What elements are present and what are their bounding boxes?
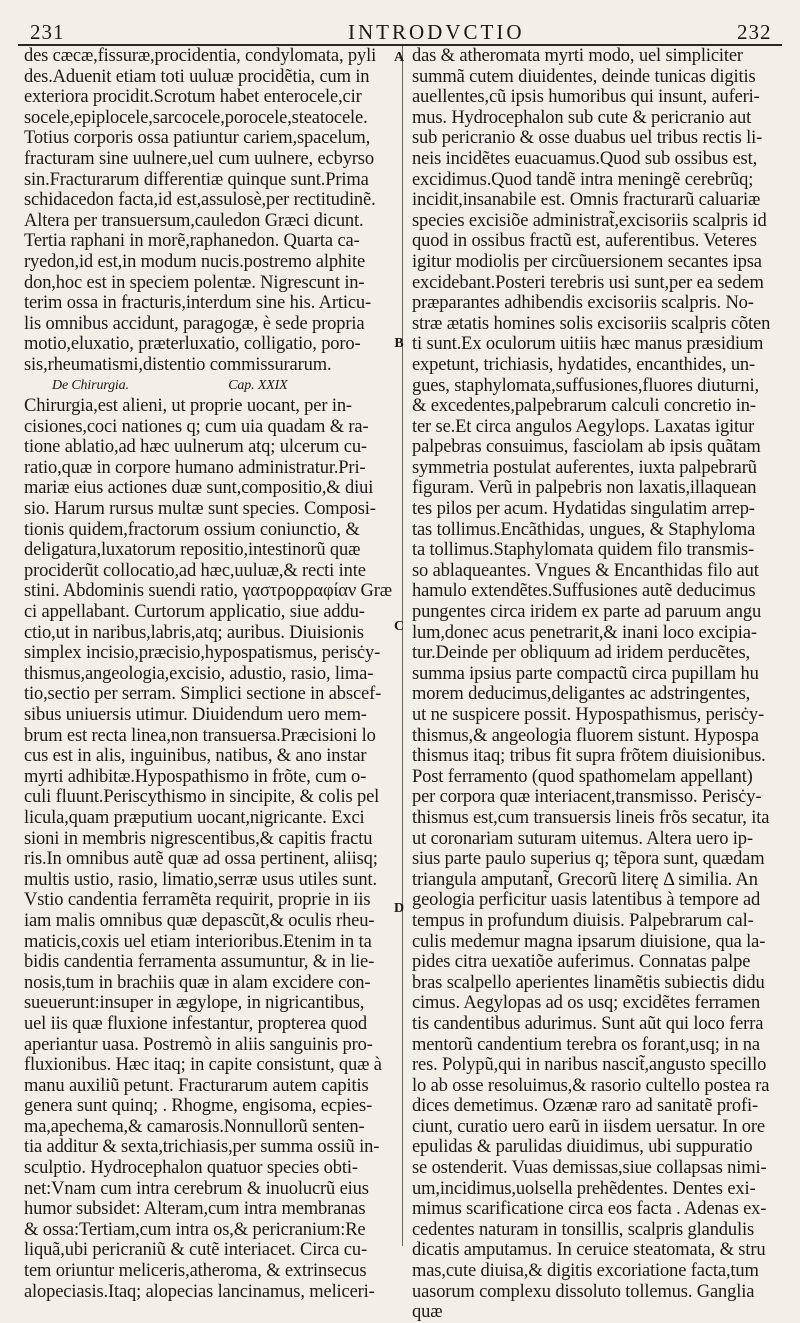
text-line: Chirurgia,est alieni, ut proprie uocant, per in- bbox=[24, 396, 352, 417]
text-line: res. Polypũ,qui in naribus nascit̃,angusto specillo bbox=[412, 1055, 767, 1076]
text-line: terim ossa in fracturis,interdum sine his. Articu- bbox=[24, 293, 372, 314]
text-line: thismus,& angeologia fluorem sistunt. Hypospa bbox=[412, 725, 759, 746]
text-line: des.Aduenit etiam toti uuluæ procidẽtia, cum in bbox=[24, 66, 370, 87]
text-line: mas,cute diuisa,& digitis excoriatione facta,tum bbox=[412, 1261, 759, 1282]
right-text-column bbox=[412, 46, 784, 1323]
text-line: Altera per transuersum,cauledon Græci dicunt. bbox=[24, 210, 364, 231]
text-line: sin.Fracturarum differentiæ quinque sunt.Prima bbox=[24, 169, 369, 190]
text-line: pungentes circa iridem ex parte ad paruum angu bbox=[412, 602, 762, 623]
text-line: tio,sectio per serram. Simplici sectione in abscef- bbox=[24, 684, 382, 705]
text-line: simplex incisio,præcisio,hypospatismus, perisċy- bbox=[24, 643, 381, 664]
text-line: Totius corporis ossa patiuntur cariem,spacelum, bbox=[24, 128, 371, 149]
text-line: symmetria postulat auferentes, iuxta palpebrarũ bbox=[412, 457, 757, 478]
margin-marker-c: C bbox=[393, 619, 405, 634]
text-line: schidacedon facta,id est,assulosè,per rectitudinẽ. bbox=[24, 190, 376, 211]
text-line: se ostenderit. Vuas demissas,siue collapsas nimi- bbox=[412, 1158, 767, 1179]
chapter-caption-number: Cap. XXIX bbox=[228, 377, 288, 393]
text-line: multis ustio, rasio, limatio,serræ usus utiles sunt. bbox=[24, 869, 377, 890]
page-number-right: 232 bbox=[737, 20, 772, 44]
running-title: INTRODVCTIO bbox=[348, 20, 525, 44]
text-line: sculptio. Hydrocephalon quatuor species obti- bbox=[24, 1158, 358, 1179]
text-line: expetunt, trichiasis, hydatides, encanthides, un- bbox=[412, 354, 756, 375]
text-line: excidimus.Quod tandẽ intra meningẽ cerebrũq; bbox=[412, 169, 754, 190]
text-line: neis incidẽtes euacuamus.Quod sub ossibus est, bbox=[412, 148, 758, 169]
text-line: mus. Hydrocephalon sub cute & pericranio aut bbox=[412, 107, 752, 128]
text-line: excidebant.Posteri terebris usi sunt,per ea sedem bbox=[412, 272, 764, 293]
text-line: mimus scarificatione circa eos facta . Adenas ex- bbox=[412, 1199, 767, 1220]
page-header bbox=[0, 0, 800, 46]
text-line: & excedentes,palpebrarum calculi concretio in- bbox=[412, 396, 756, 417]
text-line: thismus est,cum transuersis lineis frõs secatur, ita bbox=[412, 807, 770, 828]
text-line: species excisiõe administrat̃,excisoriis scalpris id bbox=[412, 210, 767, 231]
text-line: tempus in profundum diuisis. Palpebrarum cal- bbox=[412, 910, 754, 931]
text-line: ta tollimus.Staphylomata quidem filo transmis- bbox=[412, 540, 754, 561]
text-line: socele,epiplocele,sarcocele,porocele,steatocele. bbox=[24, 107, 368, 128]
text-line: fracturam sine uulnere,uel cum uulnere, ecbyrso bbox=[24, 148, 374, 169]
text-line: fluxionibus. Hæc itaq; in capite consistunt, quæ à bbox=[24, 1055, 382, 1076]
text-line: humor subsidet: Alteram,cum intra membranas bbox=[24, 1199, 366, 1220]
text-line: des cæcæ,fissuræ,procidentia, condylomata, pyli bbox=[24, 46, 377, 66]
text-line: iam malis omnibus quæ depascũt,& oculis rheu- bbox=[24, 910, 375, 931]
text-line: figuram. Verũ in palpebris non laxatis,illaquean bbox=[412, 478, 757, 499]
text-line: mariæ eius actiones duæ sunt,compositio,& diui bbox=[24, 478, 374, 499]
text-line: cedentes naturam in tonsillis, scalpris glandulis bbox=[412, 1219, 755, 1240]
text-line: cus est in alis, inguinibus, natibus, & ano instar bbox=[24, 746, 367, 767]
text-line: dices demetimus. Ozænæ raro ad sanitatẽ profi- bbox=[412, 1096, 759, 1117]
text-line: tione ablatio,ad hæc uulnerum atq; ulcerum cu- bbox=[24, 437, 367, 458]
margin-marker-b: B bbox=[394, 336, 404, 351]
text-line: lo ab osse resoluimus,& rasorio cultello postea ra bbox=[412, 1075, 770, 1096]
text-line: sub pericranio & osse duabus uel tribus rectis li- bbox=[412, 128, 763, 149]
text-line: igitur modiolis per circũuersionem secantes ipsa bbox=[412, 251, 762, 272]
text-line: tur.Deinde per obliquum ad iridem perducẽtes, bbox=[412, 643, 750, 664]
text-line: triangula amputant̃, Grecorũ literę Δ similia. An bbox=[412, 869, 758, 890]
text-line: ciunt, curatio uero earũ in iisdem uersatur. In ore bbox=[412, 1116, 765, 1137]
text-line: motio,eluxatio, præterluxatio, colligatio, poro- bbox=[24, 334, 361, 355]
text-line: tem oriuntur meliceris,atheroma, & extrinsecus bbox=[24, 1261, 367, 1282]
text-line: thismus itaq; tribus fit supra frõtem diuisionibus. bbox=[412, 746, 766, 767]
text-line: lis omnibus accidunt, paragogæ, è sede propria bbox=[24, 313, 365, 334]
text-line: don,hoc est in speciem polentæ. Nigrescunt in- bbox=[24, 272, 365, 293]
text-line: ci appellabant. Curtorum applicatio, siue addu- bbox=[24, 602, 365, 623]
text-line: brum est recta linea,non transuersa.Præcisioni lo bbox=[24, 725, 376, 746]
margin-marker-d: D bbox=[393, 901, 405, 916]
text-line: mentorũ candentium terebra os forant,usq; in na bbox=[412, 1034, 760, 1055]
text-line: per corpora quæ interiacent,transmisso. Perisċy- bbox=[412, 787, 762, 808]
text-line: exteriora procidit.Scrotum habet enterocele,cir bbox=[24, 87, 362, 108]
text-line: sio. Harum rursus multæ sunt species. Composi- bbox=[24, 499, 376, 520]
text-line: auellentes,cũ ipsis humoribus qui insunt, auferi- bbox=[412, 87, 760, 108]
text-line: sis,rheumatismi,distentio commissurarum. bbox=[24, 354, 332, 375]
margin-marker-a: A bbox=[393, 50, 405, 65]
text-line: quæ bbox=[412, 1302, 443, 1323]
left-text-column bbox=[24, 46, 396, 1302]
text-line: so ablaqueantes. Vngues & Encanthidas filo aut bbox=[412, 560, 759, 581]
text-line: pides citra uexatiõe auferimus. Connatas palpe bbox=[412, 952, 751, 973]
text-line: ter se.Et circa angulos Aegylops. Laxatas igitur bbox=[412, 416, 755, 437]
right-column-lines bbox=[412, 46, 784, 1323]
text-line: aperiantur uasa. Postremò in aliis sanguinis pro- bbox=[24, 1034, 373, 1055]
text-line: Vstio candentia ferramẽta requirit, proprie in iis bbox=[24, 890, 371, 911]
text-line: deligatura,luxatorum repositio,intestinorũ quæ bbox=[24, 540, 361, 561]
text-line: tionis quidem,fractorum ossium coniunctio, & bbox=[24, 519, 360, 540]
text-line: tas tollimus.Encãthidas, ungues, & Staphyloma bbox=[412, 519, 756, 540]
text-line: stræ ætatis homines solis excisoriis scalpris cõten bbox=[412, 313, 771, 334]
text-line: licula,quam præputium uocant,nigricante. Exci bbox=[24, 807, 365, 828]
text-line: manu auxiliũ petunt. Fracturarum autem capitis bbox=[24, 1075, 369, 1096]
text-line: ma,apechema,& camarosis.Nonnullorũ senten- bbox=[24, 1116, 365, 1137]
text-line: das & atheromata myrti modo, uel simpliciter bbox=[412, 46, 743, 66]
text-line: genera sunt quinq; . Rhogme, engisoma, ecpies- bbox=[24, 1096, 373, 1117]
text-line: tis candentibus adurimus. Sunt aũt qui loco ferra bbox=[412, 1013, 764, 1034]
text-line: ut ne suspicere possit. Hypospathismus, perisċy- bbox=[412, 705, 764, 725]
text-line: prociderũt collocatio,ad hæc,uuluæ,& recti inte bbox=[24, 560, 366, 581]
text-line: tia additur & sexta,trichiasis,per summa ossiũ in- bbox=[24, 1137, 380, 1158]
text-line: ryedon,id est,in modum nucis.postremo alphite bbox=[24, 251, 366, 272]
text-line: cimus. Aegylopas ad os usq; excidẽtes ferramen bbox=[412, 993, 761, 1014]
text-line: gues, staphylomata,suffusiones,fluores diuturni, bbox=[412, 375, 759, 396]
text-line: ratio,quæ in corpore humano administratur.Pri- bbox=[24, 457, 366, 478]
text-line: um,incidimus,uolsella prehẽdentes. Dentes exi- bbox=[412, 1178, 756, 1199]
text-line: lum,donec acus penetrarit,& inani loco excipia- bbox=[412, 622, 757, 643]
text-line: morem deducimus,deligantes ac adstringentes, bbox=[412, 684, 751, 705]
text-line: culis medemur magna ipsarum diuisione, qua la- bbox=[412, 931, 766, 952]
text-line: ctio,ut in naribus,labris,atq; auribus. Diuisionis bbox=[24, 622, 364, 643]
text-line: Tertia raphani in morẽ,raphanedon. Quarta ca- bbox=[24, 231, 360, 252]
text-line: sueuerunt:insuper in ægylope, in nigricantibus, bbox=[24, 993, 365, 1014]
text-line: summa ipsius parte compactũ circa pupillam hu bbox=[412, 663, 759, 684]
text-line: cisiones,coci nationes q; cum uia quadam & ra- bbox=[24, 416, 369, 437]
chapter-caption-title: De Chirurgia. bbox=[52, 377, 129, 393]
left-column-lines-a bbox=[24, 46, 396, 376]
text-line: sius parte paulo superius q; tẽpora sunt, quædam bbox=[412, 849, 765, 870]
text-line: sioni in membris nigrescentibus,& capitis fractu bbox=[24, 828, 373, 849]
chapter-caption bbox=[24, 376, 396, 397]
column-divider bbox=[402, 46, 403, 1246]
text-line: myrti adhibitæ.Hypospathismo in frõte, cum o- bbox=[24, 766, 367, 787]
text-line: culi fluunt.Periscythismo in sincipite, & colis pel bbox=[24, 787, 380, 808]
text-line: sibus uniuersis utimur. Diuidendum uero mem- bbox=[24, 705, 367, 725]
text-line: ut coronariam suturam uitemus. Altera uero ip- bbox=[412, 828, 753, 849]
text-line: bidis candentia ferramenta assumuntur, & in lie- bbox=[24, 952, 375, 973]
text-line: alopeciasis.Itaq; alopecias lancinamus, meliceri- bbox=[24, 1281, 375, 1302]
text-line: thismus,angeologia,excisio, adustio, rasio, lima- bbox=[24, 663, 374, 684]
text-line: hamulo extendẽtes.Suffusiones autẽ deducimus bbox=[412, 581, 756, 602]
text-line: epulidas & parulidas diuidimus, ubi suppuratio bbox=[412, 1137, 753, 1158]
text-line: ris.In omnibus autẽ quæ ad ossa pertinent, aliisq; bbox=[24, 849, 378, 870]
text-line: tes pilos per acum. Hydatidas singulatim arrep- bbox=[412, 499, 755, 520]
text-line: incidit,insanabile est. Omnis fracturarũ caluariæ bbox=[412, 190, 761, 211]
left-column-lines-b bbox=[24, 396, 396, 1302]
page-number-left: 231 bbox=[30, 20, 65, 44]
text-line: uasorum complexu dissoluto tollemus. Ganglia bbox=[412, 1281, 755, 1302]
text-line: præparantes adhibendis excisoriis scalpris. No- bbox=[412, 293, 754, 314]
text-line: ti sunt.Ex oculorum uitiis hæc manus præsidium bbox=[412, 334, 764, 355]
text-line: palpebras consuimus, fasciolam ab ipsis quãtam bbox=[412, 437, 761, 458]
text-line: Post ferramento (quod spathomelam appellant) bbox=[412, 766, 753, 787]
text-line: liquã,ubi pericraniũ & cutẽ interiacet. Circa cu- bbox=[24, 1240, 367, 1261]
text-line: stini. Abdominis suendi ratio, γαστρορραφίαν Græ bbox=[24, 581, 392, 602]
text-line: nosis,tum in brachiis quæ in alam excidere con- bbox=[24, 972, 371, 993]
text-line: geologia perficitur uasis latentibus à tempore ad bbox=[412, 890, 761, 911]
text-line: bras scalpello aperientes linamẽtis subiectis didu bbox=[412, 972, 765, 993]
text-line: maticis,coxis uel etiam interioribus.Etenim in ta bbox=[24, 931, 372, 952]
text-line: uel iis quæ fluxione infestantur, propterea quod bbox=[24, 1013, 367, 1034]
text-line: summã cutem diuidentes, deinde tunicas digitis bbox=[412, 66, 756, 87]
text-line: dicatis amputamus. In ceruice steatomata, & stru bbox=[412, 1240, 766, 1261]
text-line: net:Vnam cum intra cerebrum & inuolucrũ eius bbox=[24, 1178, 369, 1199]
text-line: quod in ossibus fractũ est, auferentibus. Veteres bbox=[412, 231, 757, 252]
text-line: & ossa:Tertiam,cum intra os,& pericranium:Re bbox=[24, 1219, 366, 1240]
